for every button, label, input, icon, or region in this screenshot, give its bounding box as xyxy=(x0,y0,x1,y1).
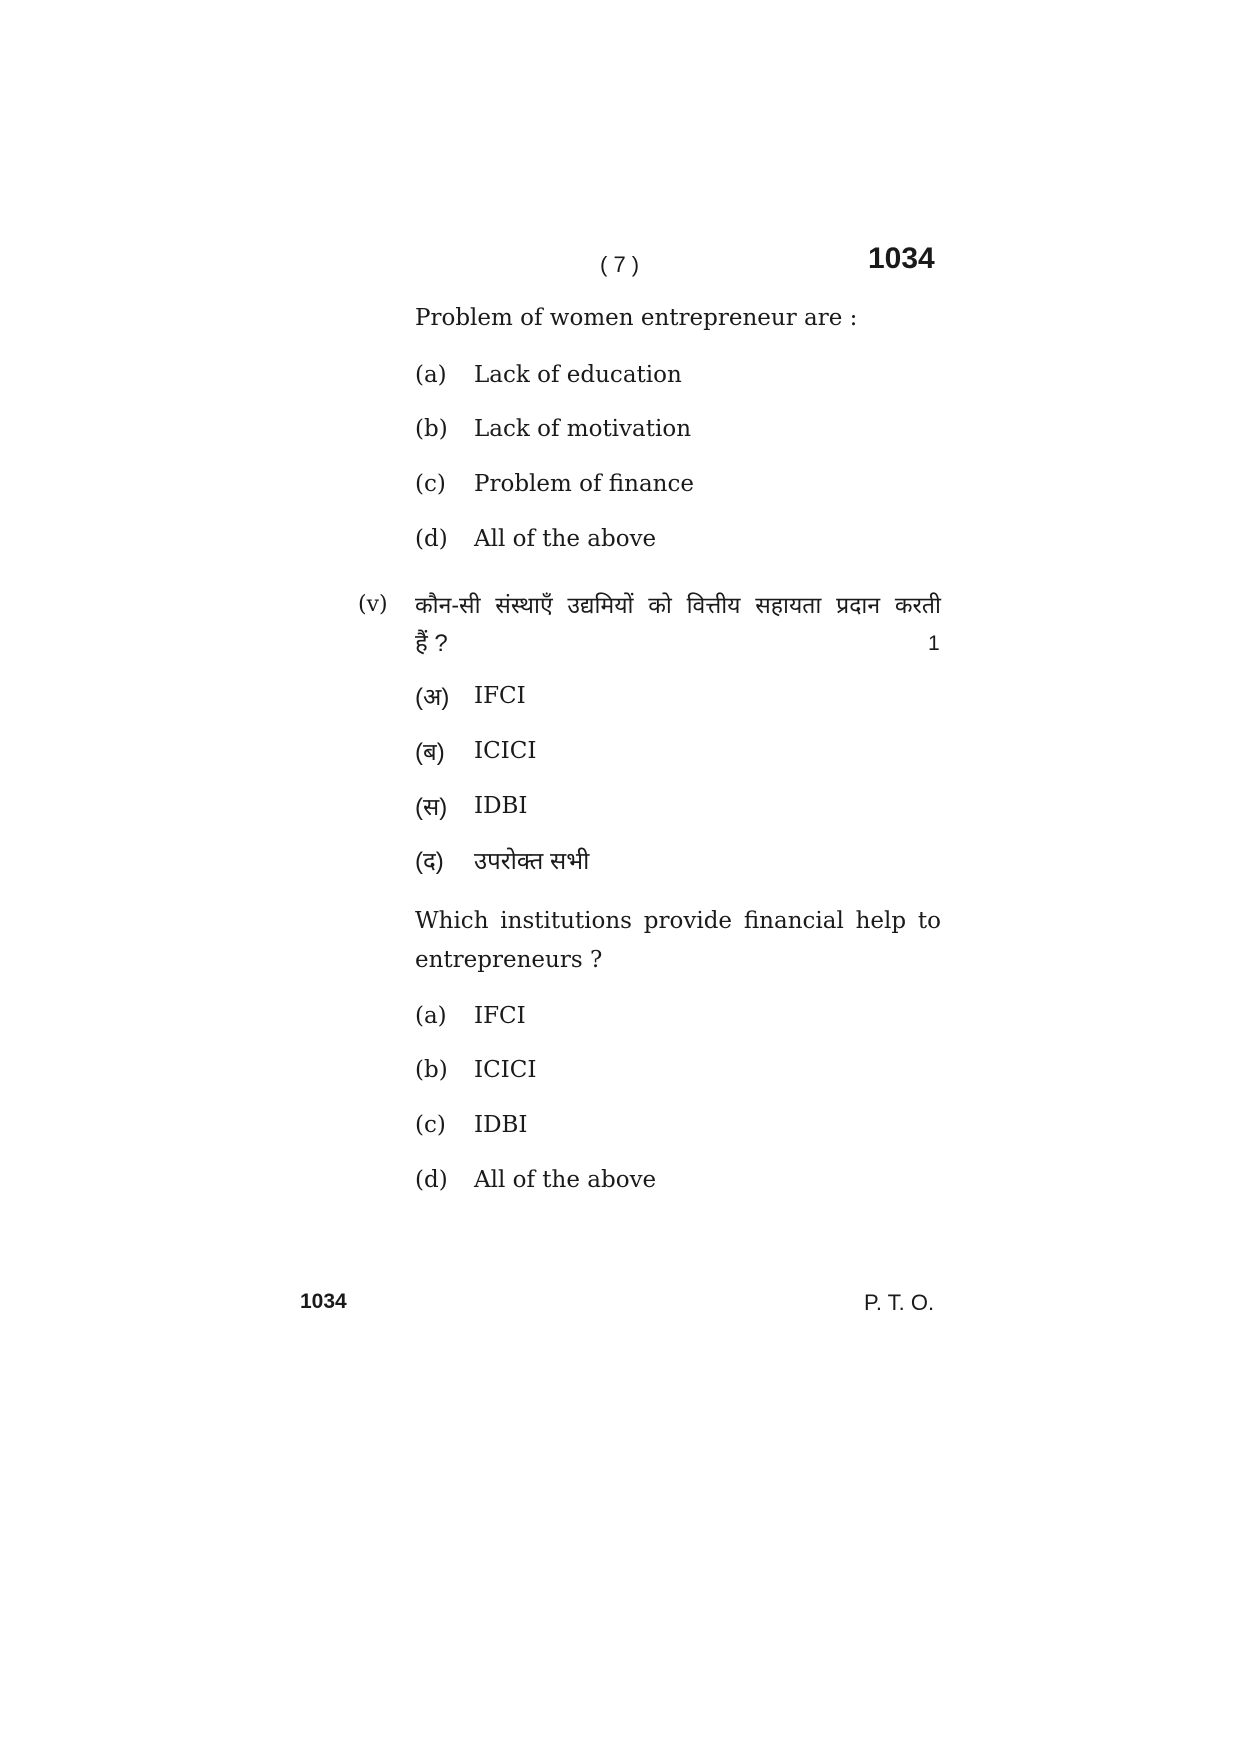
option-label: (a) xyxy=(415,1003,447,1029)
paper-code-header: 1034 xyxy=(868,242,935,275)
question-iv-stem: Problem of women entrepreneur are : xyxy=(415,305,858,331)
option-label: (द) xyxy=(415,848,444,875)
option-text: All of the above xyxy=(474,1167,657,1193)
question-v-hindi-stem-line1: कौन-सी संस्थाएँ उद्यमियों को वित्तीय सहायता प्रदान करती xyxy=(415,592,941,618)
option-label: (b) xyxy=(415,1057,448,1083)
option-text: IDBI xyxy=(474,1112,528,1138)
marks: 1 xyxy=(928,632,940,655)
option-text: IDBI xyxy=(474,793,528,819)
paper-code-footer: 1034 xyxy=(300,1290,347,1313)
question-v-english-stem-line1: Which institutions provide financial help to xyxy=(415,908,941,934)
option-text: IFCI xyxy=(474,1003,526,1029)
option-text: All of the above xyxy=(474,526,657,552)
page-number: ( 7 ) xyxy=(600,252,640,277)
option-label: (c) xyxy=(415,1112,446,1138)
option-text: ICICI xyxy=(474,738,537,764)
option-label: (a) xyxy=(415,362,447,388)
question-number: (v) xyxy=(358,592,388,617)
option-text: उपरोक्त सभी xyxy=(474,848,590,875)
option-text: Lack of motivation xyxy=(474,416,692,442)
pto-text: P. T. O. xyxy=(864,1290,935,1315)
option-label: (ब) xyxy=(415,739,445,766)
question-v-english-stem-line2: entrepreneurs ? xyxy=(415,947,603,973)
option-label: (अ) xyxy=(415,684,450,711)
option-text: Lack of education xyxy=(474,362,682,388)
question-v-hindi-stem-line2: हैं ? xyxy=(415,630,448,657)
option-text: ICICI xyxy=(474,1057,537,1083)
option-label: (स) xyxy=(415,794,448,821)
option-label: (c) xyxy=(415,471,446,497)
option-label: (b) xyxy=(415,416,448,442)
option-label: (d) xyxy=(415,1167,448,1193)
option-label: (d) xyxy=(415,526,448,552)
option-text: Problem of finance xyxy=(474,471,694,497)
option-text: IFCI xyxy=(474,683,526,709)
